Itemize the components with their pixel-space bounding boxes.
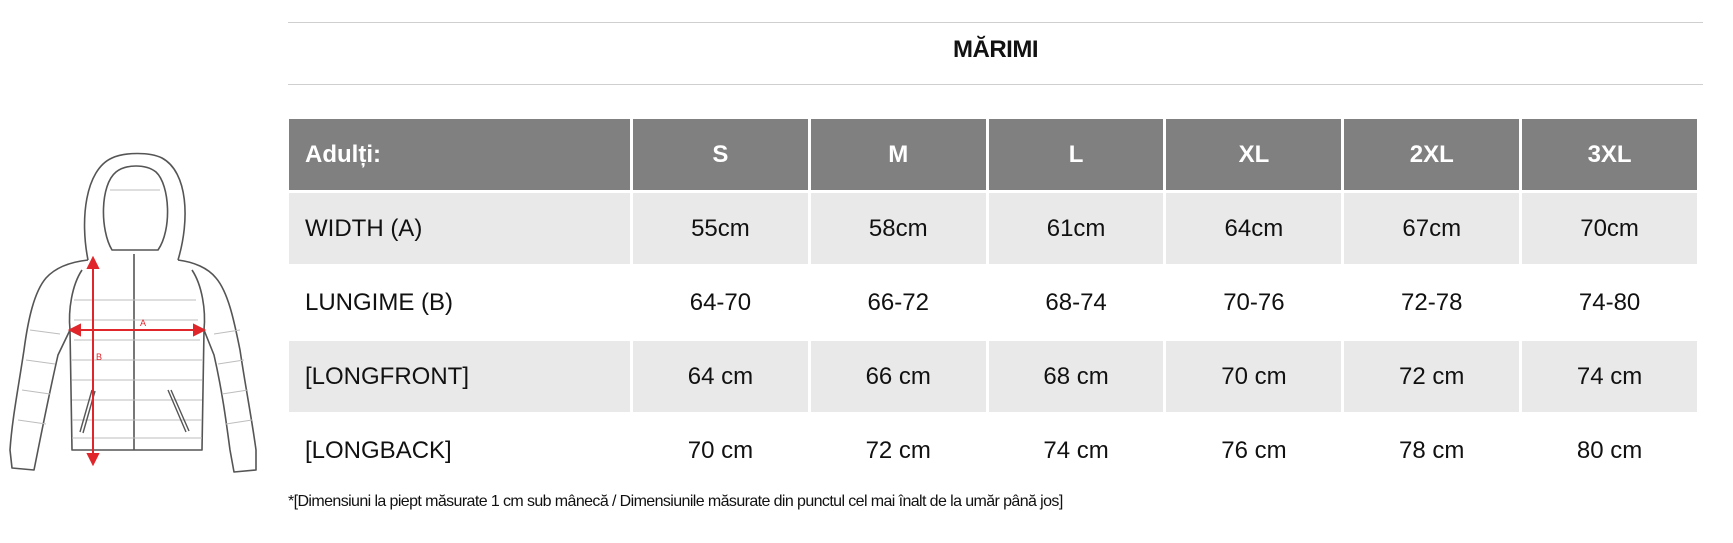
table-cell: 74-80 (1522, 267, 1697, 338)
row-label: [LONGFRONT] (289, 341, 630, 412)
hood-opening (103, 166, 167, 250)
divider-top (288, 22, 1703, 23)
table-cell: 58cm (811, 193, 986, 264)
header-size-s: S (633, 119, 808, 190)
table-cell: 67cm (1344, 193, 1519, 264)
measure-label-b: B (96, 352, 103, 362)
size-table (286, 116, 1700, 489)
table-cell: 68 cm (989, 341, 1164, 412)
table-row (289, 193, 1697, 264)
header-size-l: L (989, 119, 1164, 190)
header-size-m: M (811, 119, 986, 190)
header-size-2xl: 2XL (1344, 119, 1519, 190)
table-cell: 70 cm (633, 415, 808, 486)
table-cell: 66 cm (811, 341, 986, 412)
table-cell: 66-72 (811, 267, 986, 338)
table-cell: 64-70 (633, 267, 808, 338)
row-label: WIDTH (A) (289, 193, 630, 264)
table-cell: 78 cm (1344, 415, 1519, 486)
table-cell: 70 cm (1166, 341, 1341, 412)
table-cell: 64 cm (633, 341, 808, 412)
table-cell: 72 cm (811, 415, 986, 486)
table-cell: 72-78 (1344, 267, 1519, 338)
table-cell: 70cm (1522, 193, 1697, 264)
jacket-size-diagram (0, 150, 262, 480)
table-cell: 55cm (633, 193, 808, 264)
table-cell: 72 cm (1344, 341, 1519, 412)
table-row (289, 415, 1697, 486)
hood-outline (85, 154, 186, 261)
table-row (289, 267, 1697, 338)
table-cell: 76 cm (1166, 415, 1341, 486)
divider-bottom (288, 84, 1703, 85)
table-cell: 68-74 (989, 267, 1164, 338)
table-cell: 74 cm (1522, 341, 1697, 412)
table-row (289, 341, 1697, 412)
page-title: MĂRIMI (953, 36, 1038, 63)
body-outline (10, 260, 256, 472)
table-cell: 64cm (1166, 193, 1341, 264)
table-cell: 74 cm (989, 415, 1164, 486)
footnote: *[Dimensiuni la piept măsurate 1 cm sub mânecă / Dimensiunile măsurate din punctul cel mai înalt de la umăr până jos] (288, 493, 1063, 510)
row-label: LUNGIME (B) (289, 267, 630, 338)
header-size-3xl: 3XL (1522, 119, 1697, 190)
table-cell: 70-76 (1166, 267, 1341, 338)
table-cell: 61cm (989, 193, 1164, 264)
row-label: [LONGBACK] (289, 415, 630, 486)
size-header-row (289, 119, 1697, 190)
header-size-xl: XL (1166, 119, 1341, 190)
measure-label-a: A (140, 318, 147, 328)
header-category: Adulți: (289, 119, 630, 190)
table-cell: 80 cm (1522, 415, 1697, 486)
